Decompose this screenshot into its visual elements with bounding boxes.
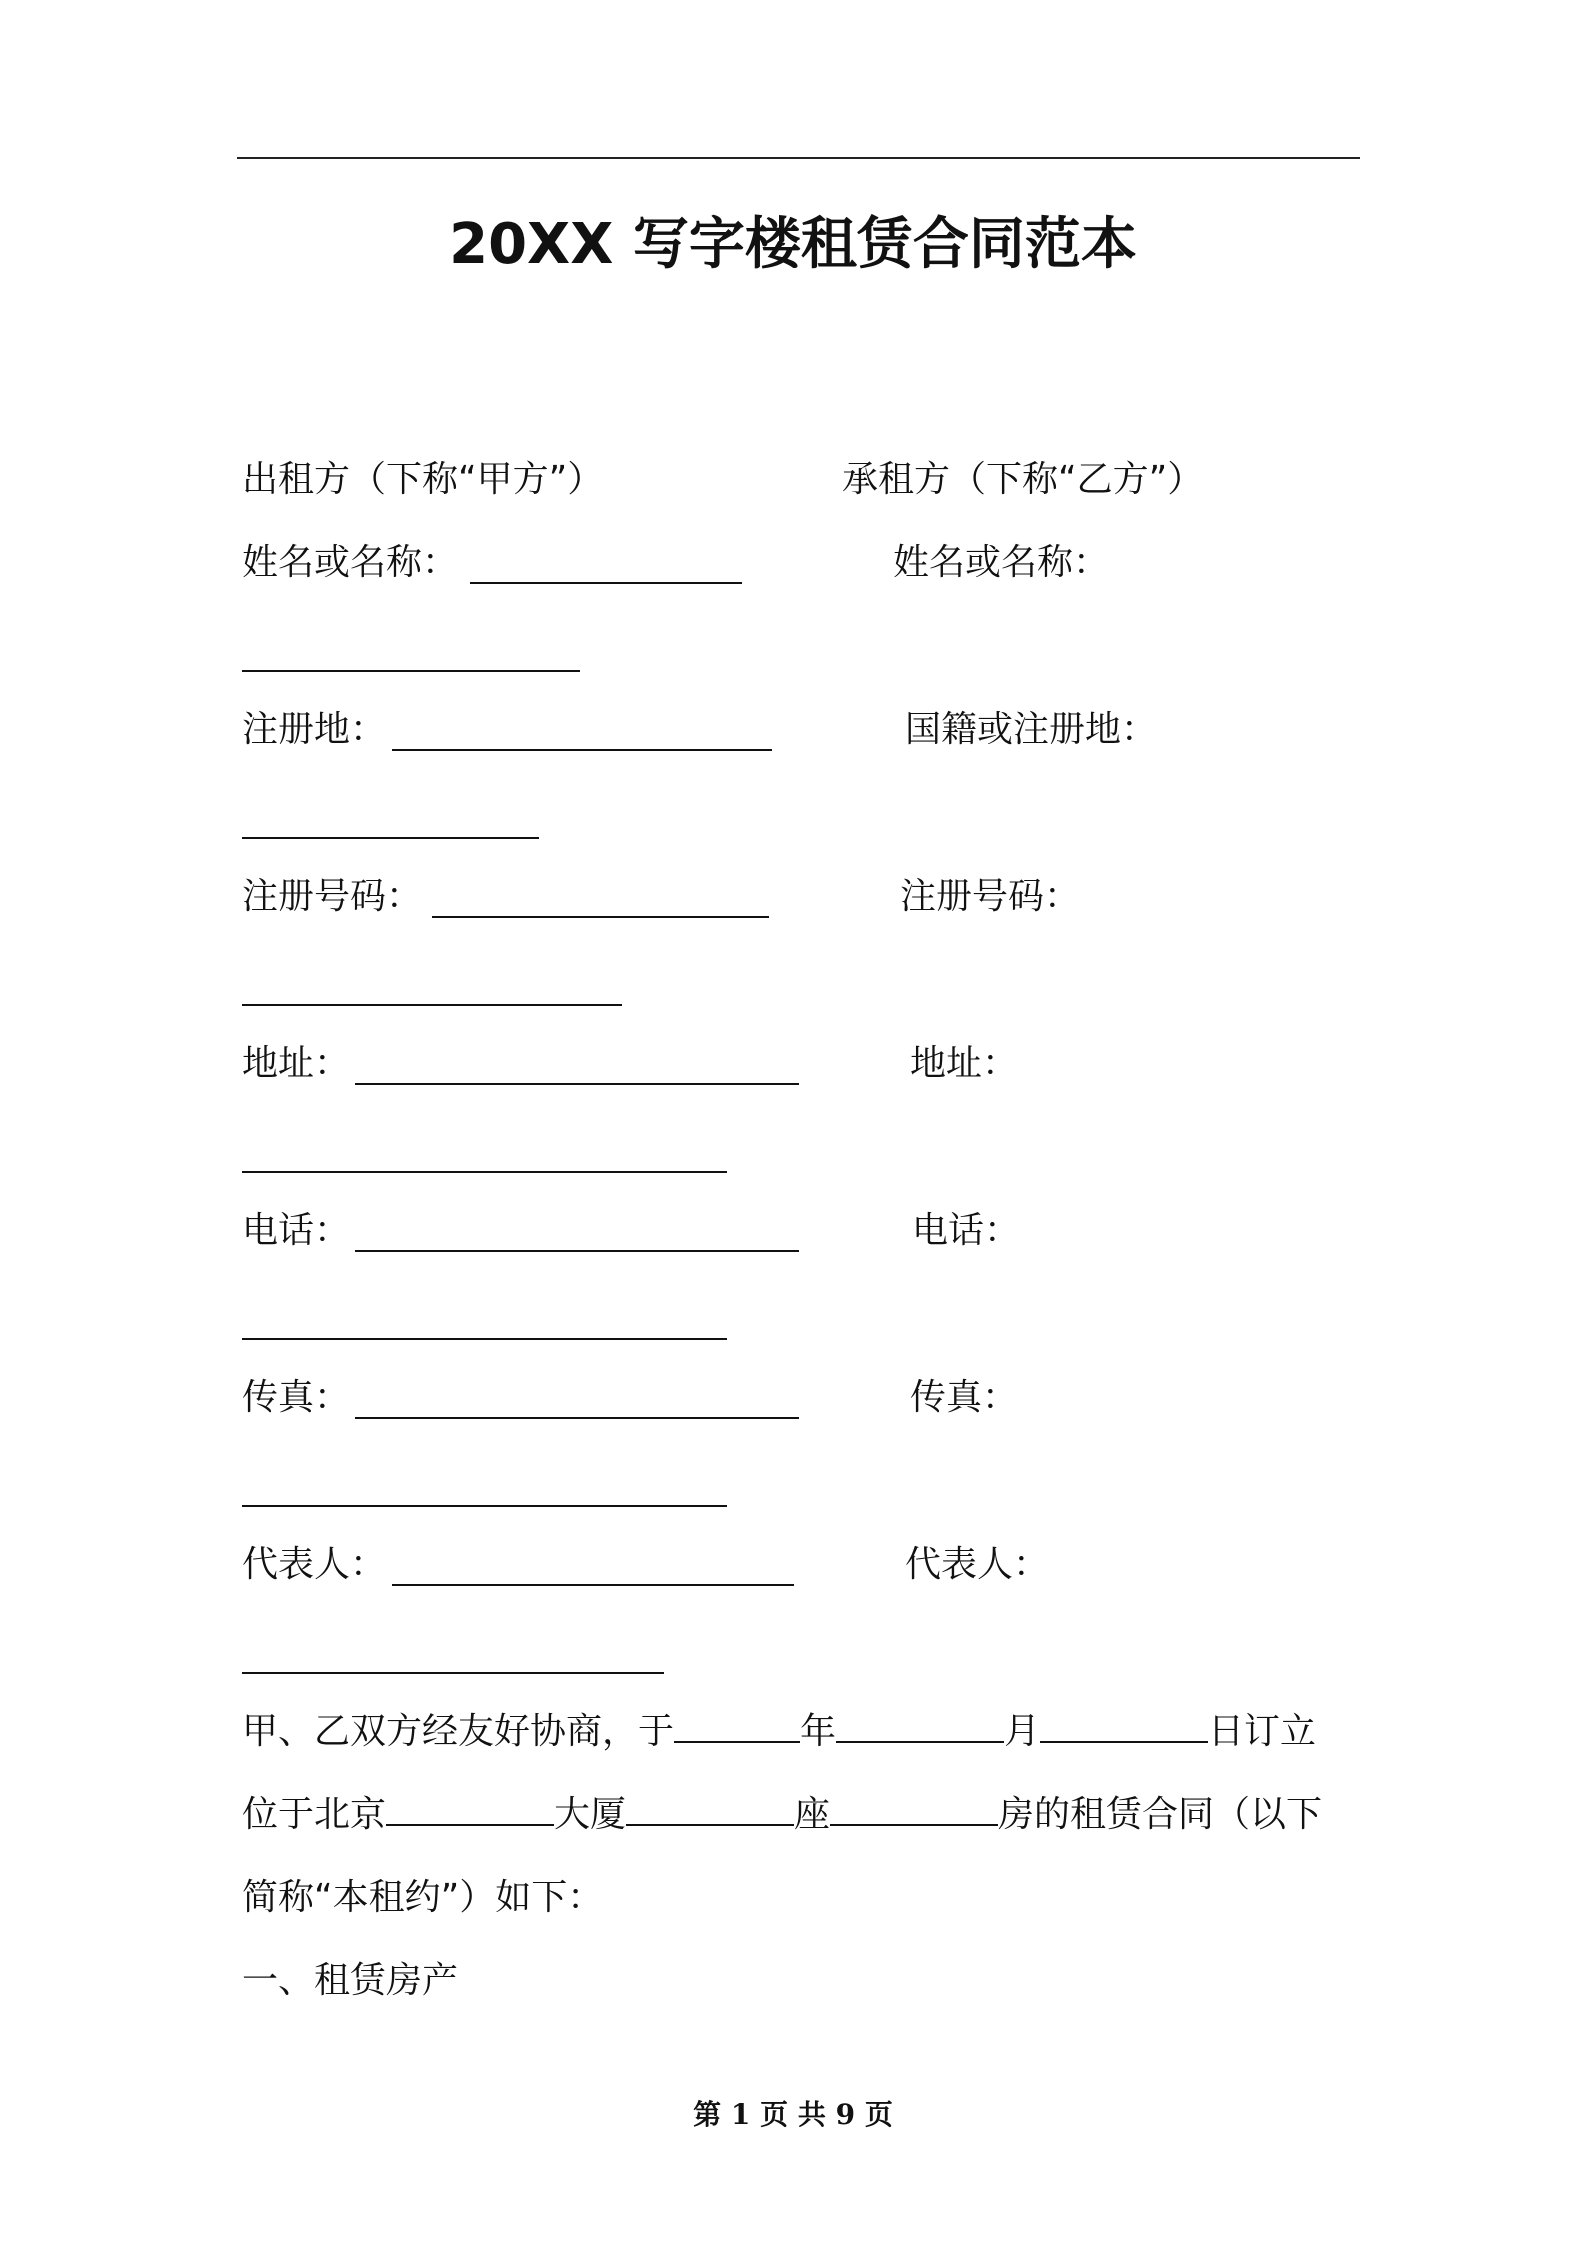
- year-blank[interactable]: [674, 1707, 800, 1743]
- reg-place-a-blank[interactable]: [392, 749, 772, 751]
- agreement-line-1: [242, 1707, 1316, 1757]
- day-blank[interactable]: [1040, 1707, 1208, 1743]
- reg-no-b-blank[interactable]: [242, 1004, 622, 1006]
- rep-b-blank[interactable]: [242, 1672, 664, 1674]
- address-b-label: 地址：: [910, 1043, 1019, 1084]
- rep-b-label: 代表人：: [905, 1544, 1050, 1585]
- location-blank[interactable]: [386, 1790, 554, 1826]
- name-b-label: 姓名或名称：: [893, 542, 1110, 583]
- year-label: 年: [800, 1711, 837, 1752]
- party-b-heading: 承租方（下称“乙方”）: [842, 459, 1204, 500]
- reg-no-b-label: 注册号码：: [900, 876, 1081, 917]
- location-label: 位于北京: [242, 1794, 387, 1835]
- address-a-blank[interactable]: [355, 1083, 799, 1085]
- party-a-heading: 出租方（下称“甲方”）: [242, 459, 604, 500]
- seat-blank[interactable]: [830, 1790, 998, 1826]
- rep-a-blank[interactable]: [392, 1584, 794, 1586]
- page-number: 第 1 页 共 9 页: [693, 2098, 893, 2131]
- address-a-label: 地址：: [242, 1043, 351, 1084]
- month-label: 月: [1004, 1711, 1041, 1752]
- building-label: 大厦: [554, 1794, 627, 1835]
- fax-b-blank[interactable]: [242, 1505, 727, 1507]
- name-a-blank[interactable]: [470, 582, 742, 584]
- agreement-line-2: [242, 1790, 1322, 1840]
- reg-place-a-label: 注册地：: [242, 709, 387, 750]
- phone-a-blank[interactable]: [355, 1250, 799, 1252]
- section-heading-1: 一、租赁房产: [242, 1960, 459, 2001]
- month-blank[interactable]: [836, 1707, 1004, 1743]
- reg-place-b-blank[interactable]: [242, 837, 539, 839]
- fax-a-blank[interactable]: [355, 1417, 799, 1419]
- reg-place-b-label: 国籍或注册地：: [905, 709, 1158, 750]
- seat-label: 座: [794, 1794, 831, 1835]
- day-label: 日订立: [1208, 1711, 1317, 1752]
- fax-b-label: 传真：: [910, 1377, 1019, 1418]
- phone-b-blank[interactable]: [242, 1338, 727, 1340]
- address-b-blank[interactable]: [242, 1171, 727, 1173]
- header-rule: [237, 157, 1360, 159]
- document-title: 20XX 写字楼租赁合同范本: [449, 212, 1137, 277]
- name-b-blank[interactable]: [242, 670, 580, 672]
- fax-a-label: 传真：: [242, 1377, 351, 1418]
- phone-b-label: 电话：: [912, 1210, 1021, 1251]
- room-label: 房的租赁合同（以下: [998, 1794, 1323, 1835]
- name-a-label: 姓名或名称：: [242, 542, 459, 583]
- rep-a-label: 代表人：: [242, 1544, 387, 1585]
- reg-no-a-blank[interactable]: [432, 916, 769, 918]
- building-blank[interactable]: [626, 1790, 794, 1826]
- agreement-intro: 甲、乙双方经友好协商，于: [242, 1711, 675, 1752]
- phone-a-label: 电话：: [242, 1210, 351, 1251]
- reg-no-a-label: 注册号码：: [242, 876, 423, 917]
- agreement-line-3: 简称“本租约”）如下：: [242, 1877, 604, 1918]
